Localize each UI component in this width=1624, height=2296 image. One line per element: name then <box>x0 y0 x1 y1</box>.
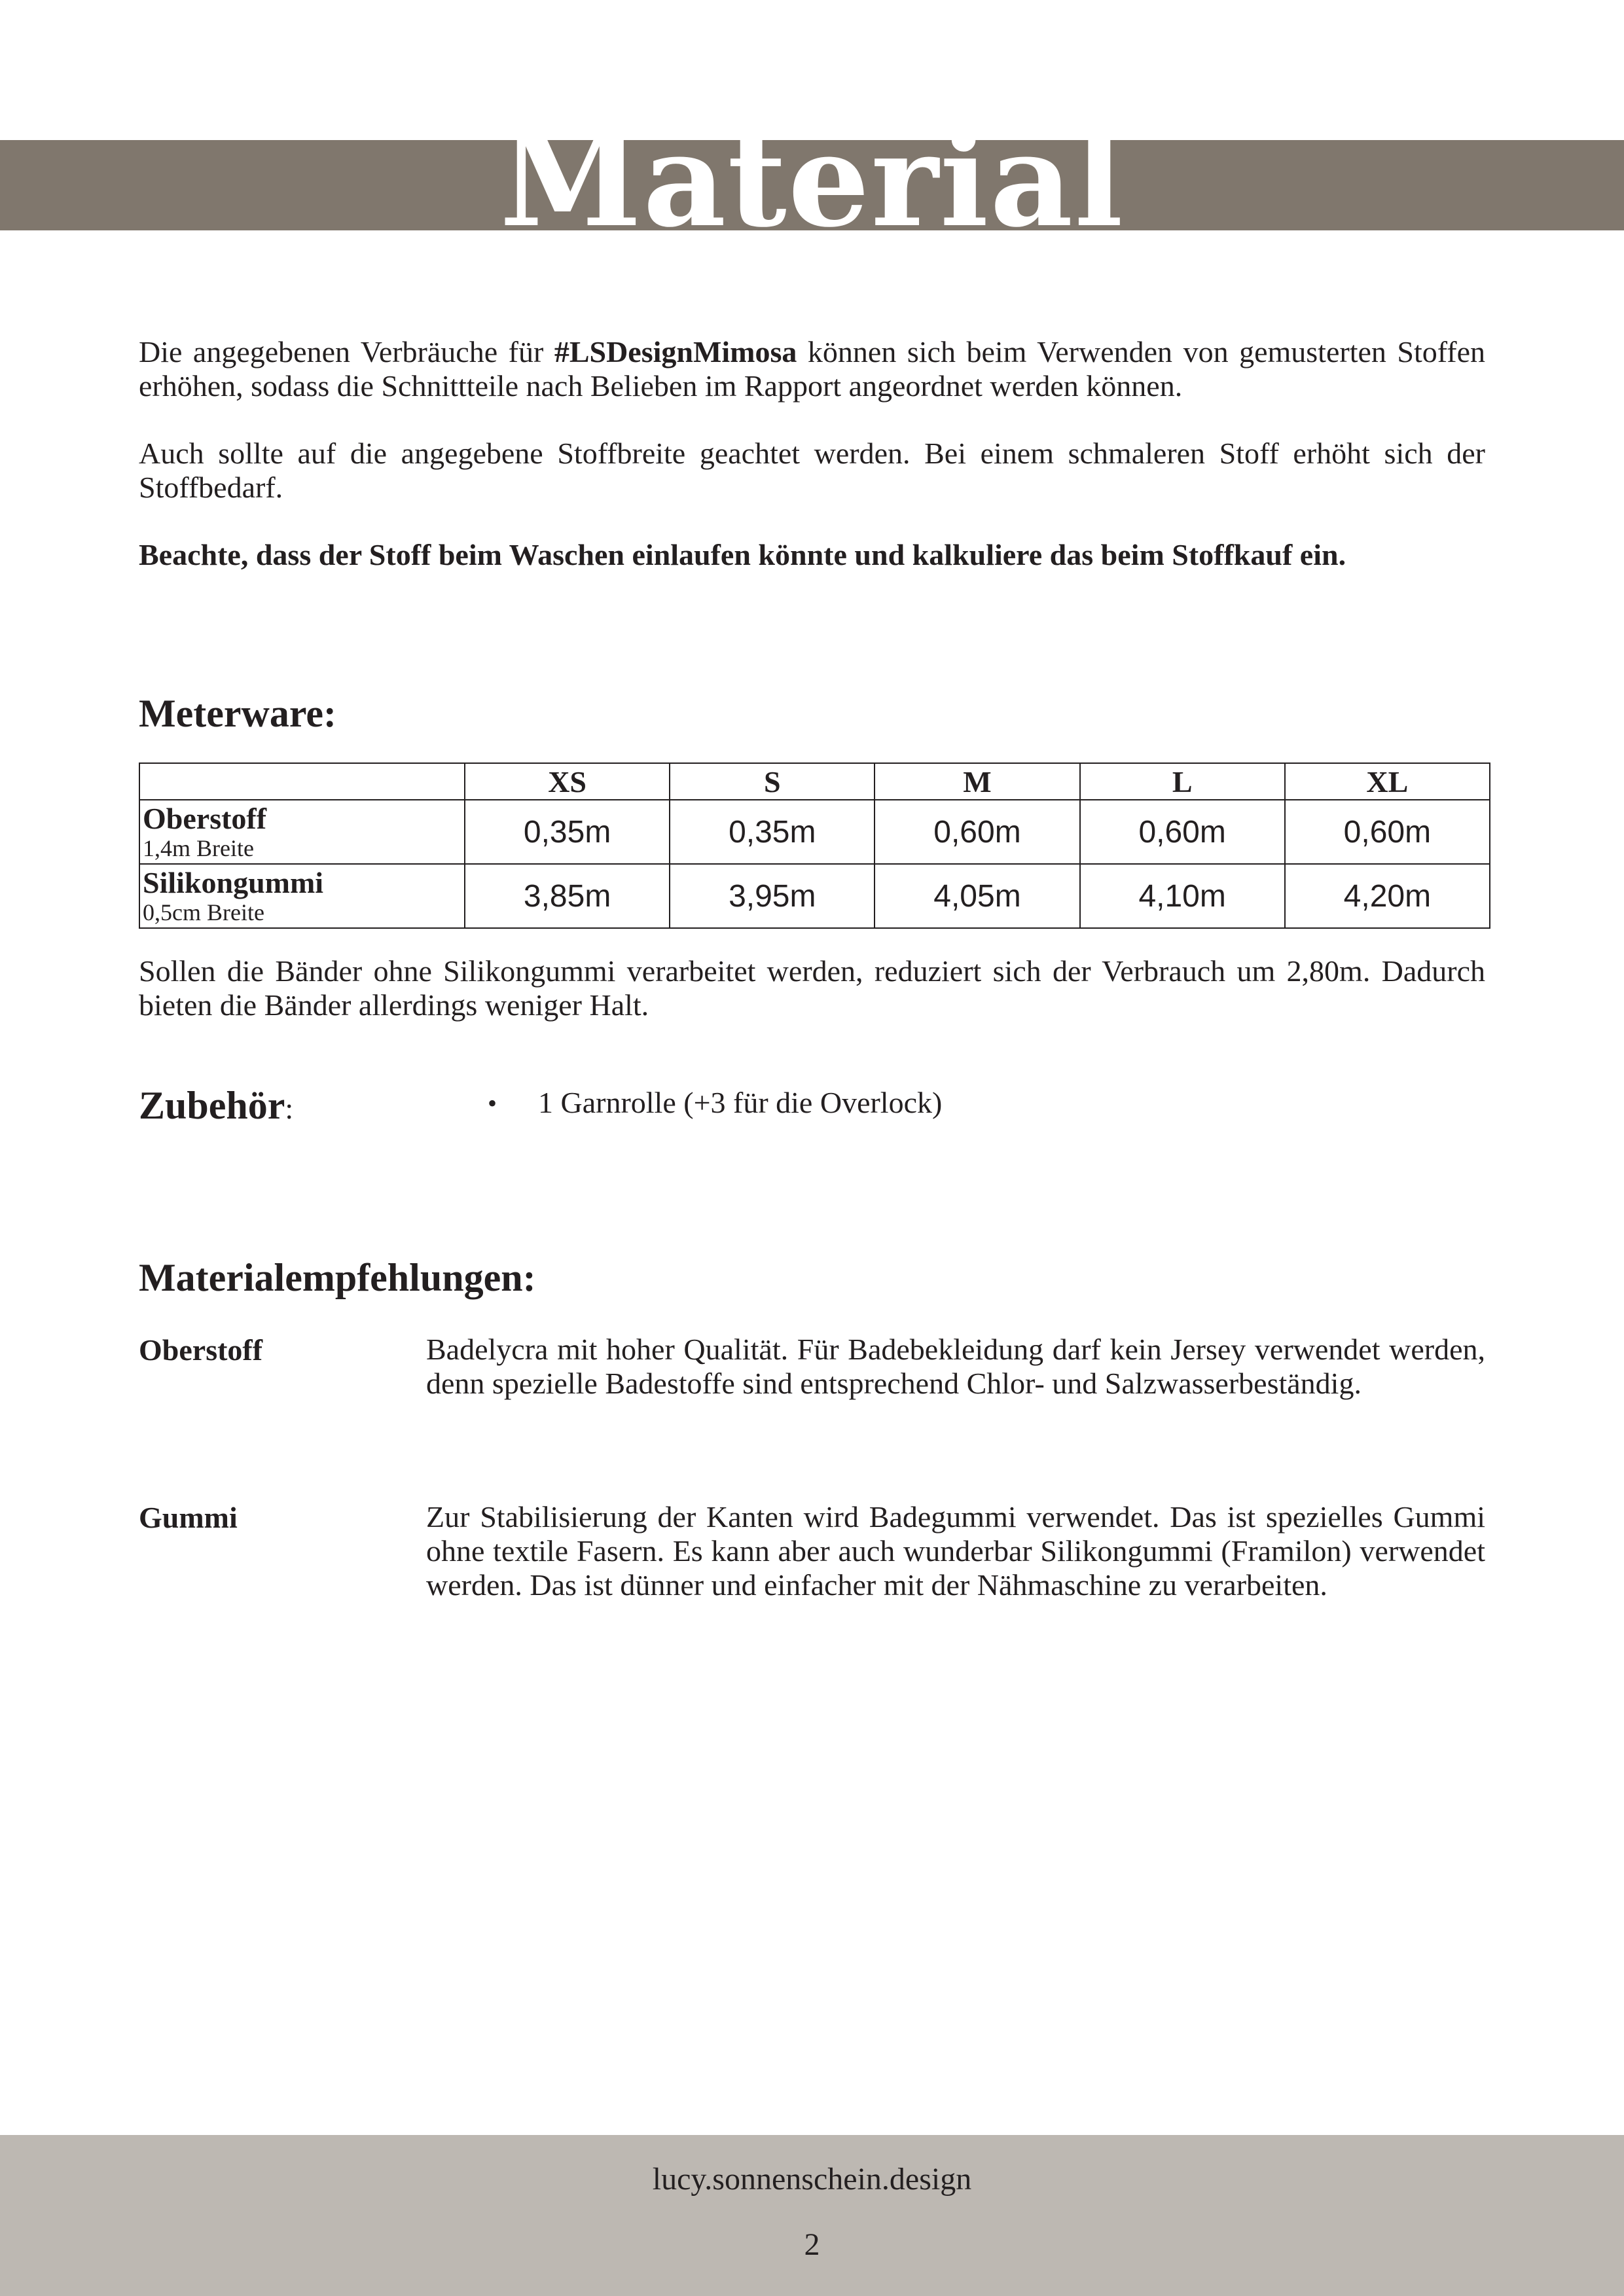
recommendation-text: Zur Stabilisierung der Kanten wird Badegummi verwendet. Das ist spezielles Gummi ohne textile Fasern. Es kann aber auch wunderbar Silikongummi (Framilon) verwendet werden. Das ist dünner und einfacher mit der Nähmaschine zu verarbeiten. <box>426 1500 1485 1602</box>
material-name: Silikongummi <box>143 866 324 899</box>
size-header: XL <box>1285 763 1490 800</box>
zubehoer-heading: Zubehör: <box>139 1084 294 1127</box>
intro-paragraph-1: Die angegebenen Verbräuche für #LSDesignMimosa können sich beim Verwenden von gemusterten Stoffen erhöhen, sodass die Schnittteile nach Belieben im Rapport angeordnet werden können. <box>139 335 1485 403</box>
material-width: 1,4m Breite <box>143 835 254 861</box>
usage-value: 3,95m <box>670 864 875 928</box>
usage-note: Sollen die Bänder ohne Silikongummi verarbeitet werden, reduziert sich der Verbrauch um 2,80m. Dadurch bieten die Bänder allerdings weniger Halt. <box>139 954 1485 1022</box>
row-label <box>139 864 465 928</box>
bullet-icon: • <box>488 1088 497 1118</box>
material-name: Oberstoff <box>143 802 267 835</box>
recommendations-heading: Materialempfehlungen: <box>139 1256 536 1299</box>
intro-paragraph-2: Auch sollte auf die angegebene Stoffbreite geachtet werden. Bei einem schmaleren Stoff erhöht sich der Stoffbedarf. <box>139 437 1485 504</box>
table-row <box>139 800 1490 864</box>
recommendation-text: Badelycra mit hoher Qualität. Für Badebekleidung darf kein Jersey verwendet werden, denn spezielle Badestoffe sind entsprechend Chlor- und Salzwasserbeständig. <box>426 1333 1485 1400</box>
footer-band <box>0 2135 1624 2296</box>
size-header: XS <box>465 763 670 800</box>
size-header: L <box>1080 763 1285 800</box>
row-label <box>139 800 465 864</box>
page-title: Material <box>499 105 1125 256</box>
size-header: M <box>875 763 1079 800</box>
size-header: S <box>670 763 875 800</box>
usage-value: 0,35m <box>465 800 670 864</box>
recommendation-label: Oberstoff <box>139 1333 263 1367</box>
usage-value: 0,35m <box>670 800 875 864</box>
usage-value: 4,10m <box>1080 864 1285 928</box>
usage-value: 4,20m <box>1285 864 1490 928</box>
table-corner-cell <box>139 763 465 800</box>
usage-value: 0,60m <box>1080 800 1285 864</box>
design-hashtag: #LSDesignMimosa <box>554 335 797 368</box>
table-header-row <box>139 763 1490 800</box>
footer-url: lucy.sonnenschein.design <box>652 2162 972 2197</box>
material-width: 0,5cm Breite <box>143 899 264 925</box>
table-row <box>139 864 1490 928</box>
zubehoer-item: 1 Garnrolle (+3 für die Overlock) <box>538 1086 943 1119</box>
meterware-heading: Meterware: <box>139 692 336 735</box>
usage-value: 0,60m <box>1285 800 1490 864</box>
intro-section <box>139 335 1485 403</box>
washing-note: Beachte, dass der Stoff beim Waschen einlaufen könnte und kalkuliere das beim Stoffkauf ein. <box>139 538 1346 571</box>
recommendation-label: Gummi <box>139 1501 238 1534</box>
usage-value: 0,60m <box>875 800 1079 864</box>
usage-value: 3,85m <box>465 864 670 928</box>
page-number: 2 <box>804 2227 820 2262</box>
usage-value: 4,05m <box>875 864 1079 928</box>
fabric-usage-table <box>139 762 1490 929</box>
